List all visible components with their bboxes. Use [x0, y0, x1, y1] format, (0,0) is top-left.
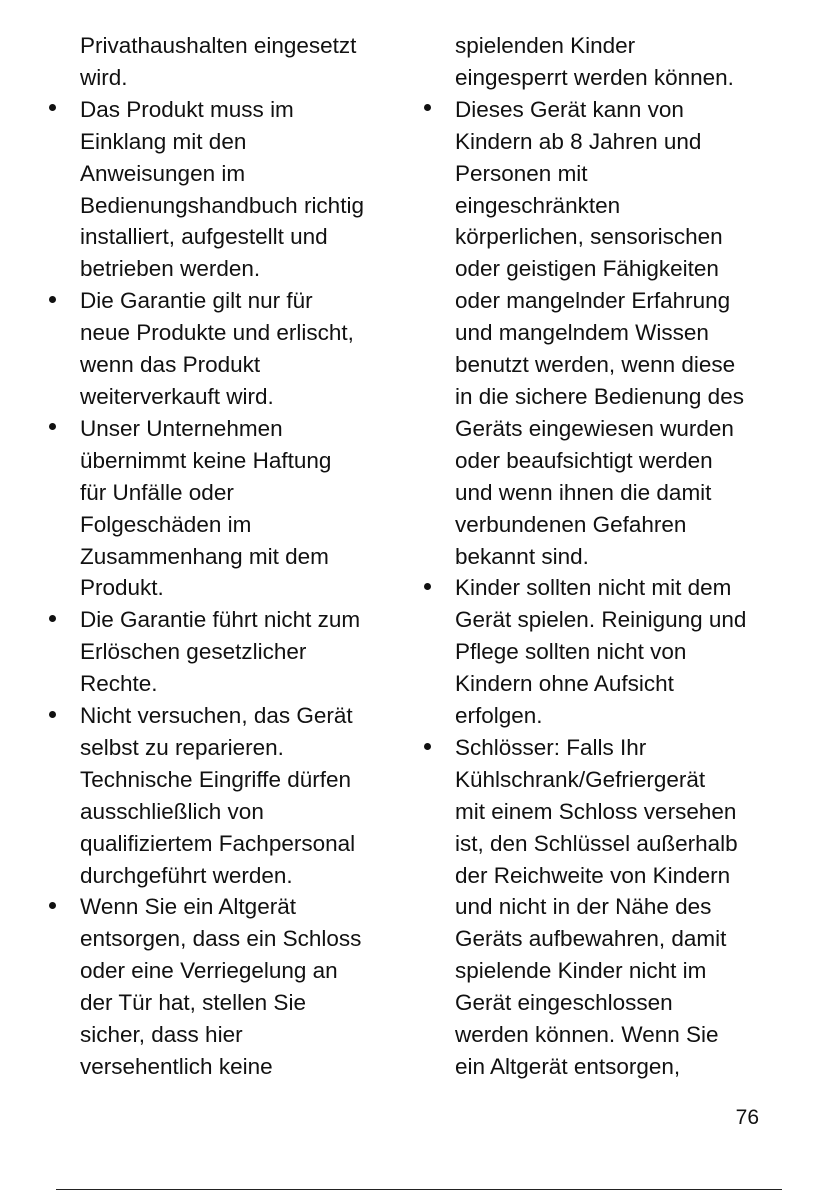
- text-line: Privathaushalten eingesetzt: [80, 33, 357, 58]
- bullet-icon: [42, 285, 62, 317]
- text-line: entsorgen, dass ein Schloss: [80, 926, 362, 952]
- text-line: wenn das Produkt: [80, 352, 261, 378]
- text-line: in die sichere Bedienung des: [455, 383, 744, 409]
- list-item: [80, 285, 400, 413]
- list-item: [455, 94, 785, 573]
- text-line: Wenn Sie ein Altgerät: [80, 894, 296, 920]
- text-line: Geräts aufbewahren, damit: [455, 926, 727, 952]
- text-line: betrieben werden.: [80, 256, 261, 282]
- text-line: Zusammenhang mit dem: [80, 543, 329, 569]
- text-line: installiert, aufgestellt und: [80, 224, 328, 250]
- text-line: oder geistigen Fähigkeiten: [455, 256, 719, 282]
- text-line: Einklang mit den: [80, 128, 247, 154]
- text-line: Pflege sollten nicht von: [455, 639, 687, 665]
- text-line: wird.: [80, 64, 128, 90]
- text-line: Die Garantie führt nicht zum: [80, 607, 361, 633]
- text-line: sicher, dass hier: [80, 1022, 243, 1048]
- text-line: weiterverkauft wird.: [80, 383, 274, 409]
- text-line: werden können. Wenn Sie: [455, 1022, 719, 1048]
- text-line: Kindern ohne Aufsicht: [455, 671, 674, 697]
- text-line: Die Garantie gilt nur für: [80, 288, 313, 314]
- text-line: durchgeführt werden.: [80, 862, 293, 888]
- text-line: eingesperrt werden können.: [455, 64, 734, 90]
- text-line: spielenden Kinder: [455, 33, 636, 58]
- right-column: [455, 30, 785, 1083]
- text-line: selbst zu reparieren.: [80, 734, 284, 760]
- continuation-text: [455, 30, 785, 94]
- text-line: Schlösser: Falls Ihr: [455, 734, 647, 760]
- continuation-text: [80, 30, 400, 94]
- text-line: Kindern ab 8 Jahren und: [455, 128, 702, 154]
- text-line: für Unfälle oder: [80, 479, 234, 505]
- text-line: Kühlschrank/Gefriergerät: [455, 766, 706, 792]
- list-item: [80, 94, 400, 285]
- text-line: qualifiziertem Fachpersonal: [80, 830, 356, 856]
- bullet-icon: [417, 94, 437, 126]
- text-line: mit einem Schloss versehen: [455, 798, 737, 824]
- bullet-icon: [42, 413, 62, 445]
- bullet-icon: [42, 604, 62, 636]
- text-line: Kinder sollten nicht mit dem: [455, 575, 732, 601]
- list-item: [80, 604, 400, 700]
- text-line: Unser Unternehmen: [80, 415, 283, 441]
- text-line: oder mangelnder Erfahrung: [455, 288, 731, 314]
- bullet-icon: [42, 700, 62, 732]
- footer-divider: [56, 1189, 782, 1190]
- text-line: Bedienungshandbuch richtig: [80, 192, 364, 218]
- list-item: [80, 891, 400, 1082]
- text-line: übernimmt keine Haftung: [80, 447, 332, 473]
- text-line: Gerät spielen. Reinigung und: [455, 607, 747, 633]
- page-number: 76: [735, 1106, 759, 1129]
- text-line: Produkt.: [80, 575, 164, 601]
- bullet-icon: [417, 732, 437, 764]
- list-item: [455, 572, 785, 732]
- text-line: benutzt werden, wenn diese: [455, 352, 736, 378]
- left-column: [80, 30, 400, 1083]
- text-line: Rechte.: [80, 671, 158, 697]
- text-line: spielende Kinder nicht im: [455, 958, 707, 984]
- text-line: und nicht in der Nähe des: [455, 894, 712, 920]
- text-line: erfolgen.: [455, 703, 543, 729]
- text-line: Das Produkt muss im: [80, 96, 294, 122]
- text-line: Dieses Gerät kann von: [455, 96, 684, 122]
- text-line: Folgeschäden im: [80, 511, 252, 537]
- text-line: Gerät eingeschlossen: [455, 990, 673, 1016]
- text-line: versehentlich keine: [80, 1054, 273, 1079]
- text-line: ist, den Schlüssel außerhalb: [455, 830, 738, 856]
- text-line: Nicht versuchen, das Gerät: [80, 703, 353, 729]
- text-line: der Tür hat, stellen Sie: [80, 990, 306, 1016]
- text-line: oder beaufsichtigt werden: [455, 447, 713, 473]
- text-line: ein Altgerät entsorgen,: [455, 1054, 681, 1079]
- list-item: [80, 700, 400, 891]
- text-line: körperlichen, sensorischen: [455, 224, 723, 250]
- text-line: neue Produkte und erlischt,: [80, 320, 354, 346]
- list-item: [80, 413, 400, 604]
- text-line: Anweisungen im: [80, 160, 246, 186]
- text-line: Erlöschen gesetzlicher: [80, 639, 307, 665]
- text-line: und wenn ihnen die damit: [455, 479, 712, 505]
- text-line: und mangelndem Wissen: [455, 320, 709, 346]
- bullet-icon: [42, 94, 62, 126]
- text-line: bekannt sind.: [455, 543, 589, 569]
- text-line: der Reichweite von Kindern: [455, 862, 731, 888]
- text-line: oder eine Verriegelung an: [80, 958, 338, 984]
- text-line: Geräts eingewiesen wurden: [455, 415, 734, 441]
- bullet-icon: [42, 891, 62, 923]
- list-item: [455, 732, 785, 1083]
- text-line: Personen mit: [455, 160, 588, 186]
- text-line: eingeschränkten: [455, 192, 621, 218]
- text-line: Technische Eingriffe dürfen: [80, 766, 351, 792]
- text-line: ausschließlich von: [80, 798, 264, 824]
- bullet-icon: [417, 572, 437, 604]
- text-line: verbundenen Gefahren: [455, 511, 687, 537]
